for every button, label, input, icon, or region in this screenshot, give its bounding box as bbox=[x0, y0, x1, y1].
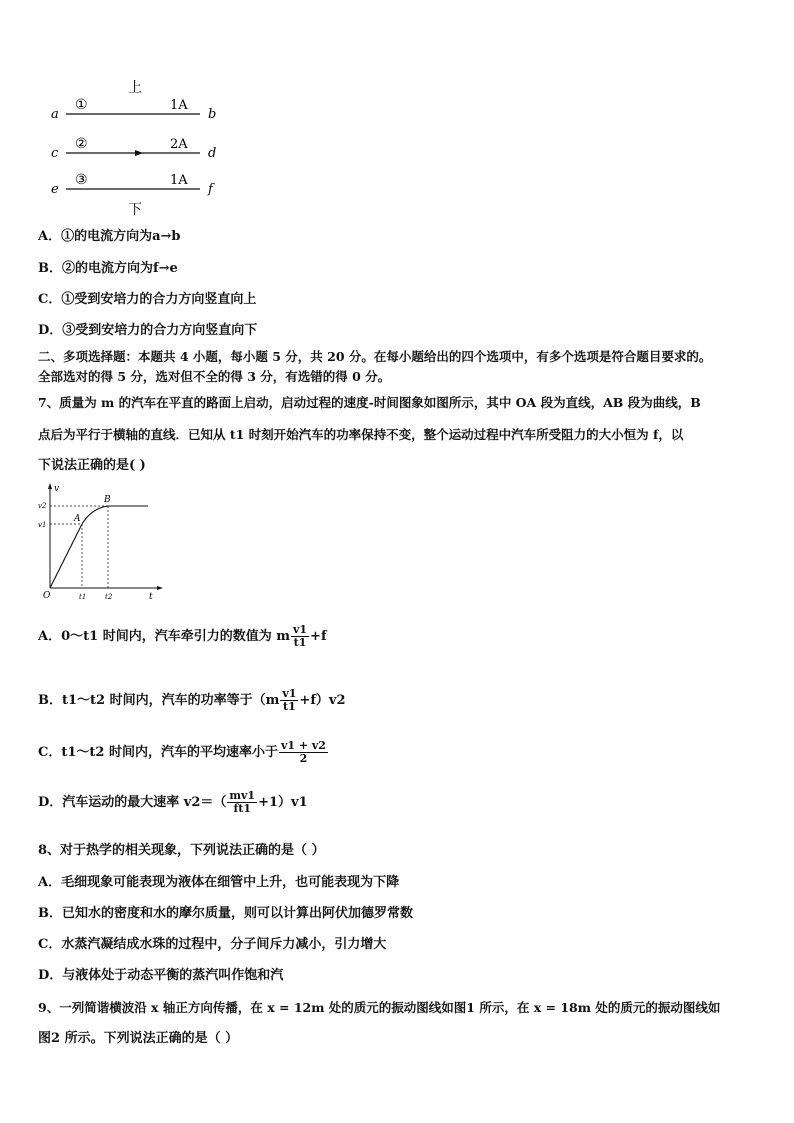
q6-option-b: B．②的电流方向为f→e bbox=[38, 261, 178, 276]
velocity-time-graph bbox=[36, 480, 166, 605]
q7-option-d-den: ft1 bbox=[233, 802, 251, 815]
q7-option-c-num: v1 + v2 bbox=[280, 739, 326, 752]
q7-option-b-den: t1 bbox=[283, 700, 296, 713]
origin-label: O bbox=[43, 591, 51, 601]
q8-option-b: B．已知水的密度和水的摩尔质量，则可以计算出阿伏加德罗常数 bbox=[38, 906, 413, 921]
v1-label: v1 bbox=[38, 521, 47, 529]
q8-option-d: D．与液体处于动态平衡的蒸汽叫作饱和汽 bbox=[38, 968, 284, 983]
q8-option-a: A．毛细现象可能表现为液体在细管中上升，也可能表现为下降 bbox=[38, 875, 400, 890]
wire-1-left-end: a bbox=[51, 107, 59, 122]
wire-2-number: ② bbox=[75, 136, 88, 152]
label-top: 上 bbox=[128, 80, 142, 96]
t2-label: t2 bbox=[105, 593, 113, 601]
wire-1-right-end: b bbox=[208, 107, 217, 122]
q7-stem-line2: 点后为平行于横轴的直线．已知从 t1 时刻开始汽车的功率保持不变，整个运动过程中汽车所受阻力的大小恒为 f，以 bbox=[38, 427, 684, 442]
q7-stem-line1: 7、质量为 m 的汽车在平直的路面上启动，启动过程的速度-时间图象如图所示，其中 OA 段为直线，AB 段为曲线，B bbox=[38, 395, 701, 410]
v2-label: v2 bbox=[38, 502, 47, 510]
wire-1-current: 1A bbox=[170, 98, 188, 113]
q7-option-a-suffix: +f bbox=[310, 629, 327, 644]
q7-option-b bbox=[38, 686, 346, 716]
q7-option-b-num: v1 bbox=[282, 687, 297, 700]
q7-option-a-prefix: A．0～t1 时间内，汽车牵引力的数值为 m bbox=[38, 629, 290, 644]
q7-option-b-suffix: +f）v2 bbox=[299, 693, 346, 708]
q6-option-a: A．①的电流方向为a→b bbox=[38, 229, 181, 244]
wire-3-current: 1A bbox=[170, 173, 188, 188]
wire-2-current: 2A bbox=[170, 137, 188, 152]
section2-line2: 全部选对的得 5 分，选对但不全的得 3 分，有选错的得 0 分。 bbox=[38, 369, 391, 384]
q7-option-d-suffix: +1）v1 bbox=[258, 795, 308, 810]
q7-option-d bbox=[38, 788, 308, 818]
wire-figure bbox=[40, 76, 230, 226]
point-b-label: B bbox=[104, 495, 111, 505]
q9-stem-line2: 图2 所示。下列说法正确的是（ ） bbox=[38, 1031, 239, 1046]
label-bottom: 下 bbox=[128, 202, 142, 218]
q9-stem-line1: 9、一列简谐横波沿 x 轴正方向传播，在 x = 12m 处的质元的振动图线如图1 所示，在 x = 18m 处的质元的振动图线如 bbox=[38, 1000, 721, 1015]
wire-3-number: ③ bbox=[75, 172, 88, 188]
wire-3-left-end: e bbox=[51, 182, 59, 197]
q7-option-d-prefix: D．汽车运动的最大速率 v2＝（ bbox=[38, 795, 227, 810]
x-axis-label: t bbox=[149, 592, 153, 602]
q7-option-a-num: v1 bbox=[293, 623, 308, 636]
y-axis-arrow-icon bbox=[48, 483, 52, 489]
q7-option-c bbox=[38, 738, 329, 768]
curve-ab bbox=[82, 506, 108, 524]
wire-2-right-end: d bbox=[208, 146, 217, 161]
q7-option-a bbox=[38, 622, 327, 652]
q6-option-c: C．①受到安培力的合力方向竖直向上 bbox=[38, 292, 257, 307]
wire-2-left-end: c bbox=[51, 146, 59, 161]
segment-oa bbox=[50, 524, 82, 588]
q7-option-b-prefix: B．t1～t2 时间内，汽车的功率等于（m bbox=[38, 693, 280, 708]
arrow-right-icon bbox=[135, 150, 143, 156]
q8-option-c: C．水蒸汽凝结成水珠的过程中，分子间斥力减小，引力增大 bbox=[38, 937, 387, 952]
q7-option-c-den: 2 bbox=[299, 752, 308, 765]
q7-option-c-prefix: C．t1～t2 时间内，汽车的平均速率小于 bbox=[38, 745, 278, 760]
t1-label: t1 bbox=[79, 593, 87, 601]
y-axis-label: v bbox=[54, 484, 60, 494]
wire-1-number: ① bbox=[75, 97, 88, 113]
point-a-label: A bbox=[74, 514, 81, 524]
q8-stem: 8、对于热学的相关现象，下列说法正确的是（ ） bbox=[38, 843, 325, 858]
x-axis-arrow-icon bbox=[157, 586, 163, 590]
q6-option-d: D．③受到安培力的合力方向竖直向下 bbox=[38, 323, 258, 338]
wire-3-right-end: f bbox=[208, 182, 213, 197]
q7-option-d-num: mv1 bbox=[229, 789, 256, 802]
section2-line1: 二、多项选择题：本题共 4 小题，每小题 5 分，共 20 分。在每小题给出的四个选项中，有多个选项是符合题目要求的。 bbox=[38, 349, 712, 364]
q7-option-a-den: t1 bbox=[293, 636, 307, 649]
q7-stem-line3: 下说法正确的是( ) bbox=[38, 458, 146, 473]
